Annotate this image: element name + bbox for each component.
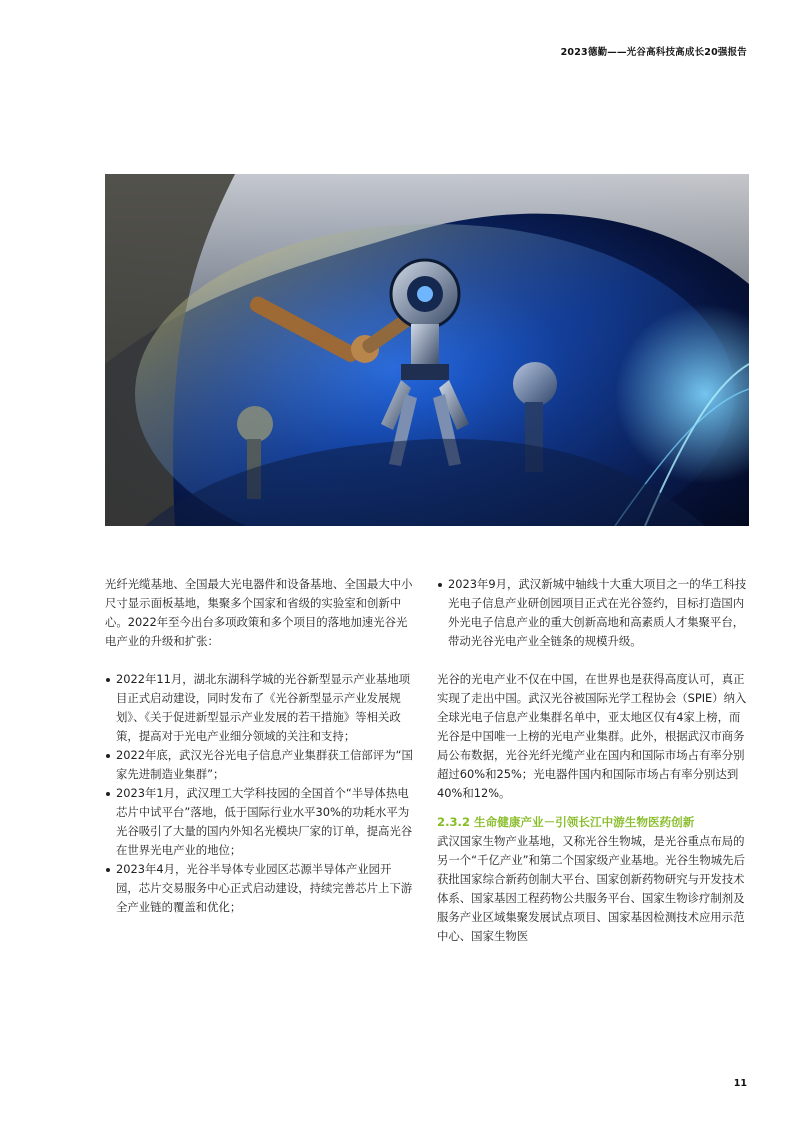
robot-arm-illustration-icon: [105, 174, 749, 526]
page-number: 11: [733, 1078, 747, 1089]
list-item: 2023年9月，武汉新城中轴线十大重大项目之一的华工科技光电子信息产业研创园项目正式在光谷签约，目标打造国内外光电子信息产业的重大创新高地和高素质人才集聚平台，带动光谷光电产业全链条的规模升级。: [437, 575, 749, 651]
hero-image: [105, 174, 749, 526]
body-paragraph: 光谷的光电产业不仅在中国，在世界也是获得高度认可，真正实现了走出中国。武汉光谷被国际光学工程协会（SPIE）纳入全球光电子信息产业集群名单中，亚太地区仅有4家上榜，而光谷是中国唯一上榜的光电产业集群。此外，根据武汉市商务局公布数据，光谷光纤光缆产业在国内和国际市场占有率分别超过60%和25%；光电器件国内和国际市场占有率分别达到40%和12%。: [437, 672, 747, 800]
section-body-paragraph: 武汉国家生物产业基地，又称光谷生物城，是光谷重点布局的另一个“千亿产业”和第二个国家级产业基地。光谷生物城先后获批国家综合新药创制大平台、国家创新药物研究与开发技术体系、国家基因工程药物公共服务平台、国家生物诊疗制剂及服务产业区域集聚发展试点项目、国家基因检测技术应用示范中心、国家生物医: [437, 834, 745, 943]
left-column: [105, 575, 414, 917]
list-item: 2022年11月，湖北东湖科学城的光谷新型显示产业基地项目正式启动建设，同时发布了《光谷新型显示产业发展规划》、《关于促进新型显示产业发展的若干措施》等相关政策，提高对于光电产业细分领域的关注和支持；: [105, 670, 414, 746]
project-bullet-list: [437, 575, 749, 651]
list-item: 2022年底，武汉光谷光电子信息产业集群获工信部评为“国家先进制造业集群”；: [105, 746, 414, 784]
list-item: 2023年1月，武汉理工大学科技园的全国首个“半导体热电芯片中试平台”落地，低于国际行业水平30%的功耗水平为光谷吸引了大量的国内外知名光模块厂家的订单，提高光谷在世界光电产业的地位；: [105, 784, 414, 860]
list-item: 2023年4月，光谷半导体专业园区芯源半导体产业园开园，芯片交易服务中心正式启动建设，持续完善芯片上下游全产业链的覆盖和优化；: [105, 860, 414, 917]
report-header-title: 2023德勤——光谷高科技高成长20强报告: [560, 47, 747, 58]
intro-paragraph: 光纤光缆基地、全国最大光电器件和设备基地、全国最大中小尺寸显示面板基地，集聚多个国家和省级的实验室和创新中心。2022年至今出台多项政策和多个项目的落地加速光谷光电产业的升级和扩张：: [105, 577, 413, 648]
section-heading: 2.3.2 生命健康产业－引领长江中游生物医药创新: [437, 815, 695, 829]
right-column: [437, 575, 749, 946]
policy-bullet-list: [105, 670, 414, 917]
